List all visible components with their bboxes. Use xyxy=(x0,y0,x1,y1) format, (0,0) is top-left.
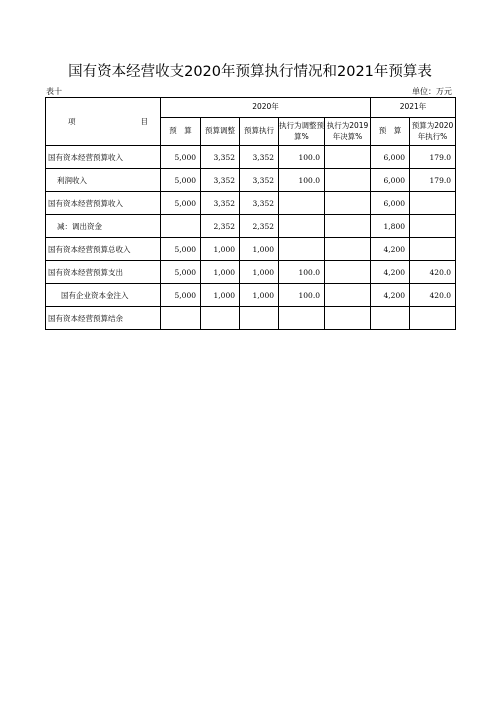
row-label: 国有资本经营预算结余 xyxy=(46,307,161,330)
cell xyxy=(325,192,371,215)
cell: 5,000 xyxy=(161,238,201,261)
table-row xyxy=(46,261,456,284)
cell: 2,352 xyxy=(240,215,279,238)
col-header: 预 算 xyxy=(161,118,201,146)
cell: 5,000 xyxy=(161,284,201,307)
cell: 100.0 xyxy=(279,284,325,307)
cell: 6,000 xyxy=(371,169,410,192)
table-row xyxy=(46,307,456,330)
cell: 179.0 xyxy=(410,169,456,192)
cell xyxy=(410,307,456,330)
cell: 1,000 xyxy=(201,238,240,261)
cell xyxy=(201,307,240,330)
cell: 100.0 xyxy=(279,169,325,192)
cell: 1,800 xyxy=(371,215,410,238)
cell xyxy=(410,215,456,238)
cell: 420.0 xyxy=(410,261,456,284)
cell: 3,352 xyxy=(240,192,279,215)
col-header: 预算执行 xyxy=(240,118,279,146)
row-label: 减：调出资金 xyxy=(46,215,161,238)
item-header-left: 项 xyxy=(68,117,76,126)
cell: 1,000 xyxy=(240,238,279,261)
header-row-groups xyxy=(46,98,456,118)
table-row xyxy=(46,146,456,169)
cell: 420.0 xyxy=(410,284,456,307)
cell: 100.0 xyxy=(279,261,325,284)
cell xyxy=(325,169,371,192)
cell: 3,352 xyxy=(201,146,240,169)
row-label: 国有资本经营预算收入 xyxy=(46,192,161,215)
cell xyxy=(410,238,456,261)
cell: 100.0 xyxy=(279,146,325,169)
cell: 3,352 xyxy=(240,146,279,169)
page-title: 国有资本经营收支2020年预算执行情况和2021年预算表 xyxy=(68,64,432,80)
cell: 3,352 xyxy=(240,169,279,192)
table-number: 表十 xyxy=(46,87,62,96)
cell: 5,000 xyxy=(161,192,201,215)
cell: 1,000 xyxy=(201,284,240,307)
unit-label: 单位：万元 xyxy=(412,87,452,96)
cell xyxy=(410,192,456,215)
col-header: 执行为调整预算% xyxy=(279,118,325,146)
cell: 3,352 xyxy=(201,169,240,192)
row-label: 国有资本经营预算支出 xyxy=(46,261,161,284)
cell: 6,000 xyxy=(371,192,410,215)
item-header-right: 目 xyxy=(140,117,148,126)
table-row xyxy=(46,238,456,261)
cell xyxy=(279,192,325,215)
group-header-2021: 2021年 xyxy=(371,98,456,118)
item-column-header xyxy=(46,98,161,146)
cell xyxy=(161,307,201,330)
cell: 4,200 xyxy=(371,238,410,261)
cell: 4,200 xyxy=(371,284,410,307)
cell: 1,000 xyxy=(240,284,279,307)
group-header-2020: 2020年 xyxy=(161,98,371,118)
cell: 1,000 xyxy=(240,261,279,284)
cell: 5,000 xyxy=(161,261,201,284)
cell xyxy=(279,215,325,238)
budget-table xyxy=(45,97,456,330)
col-header: 执行为2019年决算% xyxy=(325,118,371,146)
cell xyxy=(325,146,371,169)
row-label: 国有资本经营预算收入 xyxy=(46,146,161,169)
row-label: 利润收入 xyxy=(46,169,161,192)
cell xyxy=(325,238,371,261)
cell xyxy=(325,307,371,330)
cell: 4,200 xyxy=(371,261,410,284)
cell: 179.0 xyxy=(410,146,456,169)
table-row xyxy=(46,215,456,238)
col-header: 预 算 xyxy=(371,118,410,146)
cell xyxy=(325,261,371,284)
cell: 2,352 xyxy=(201,215,240,238)
cell xyxy=(325,215,371,238)
cell xyxy=(161,215,201,238)
cell: 5,000 xyxy=(161,146,201,169)
cell: 1,000 xyxy=(201,261,240,284)
col-header: 预算调整 xyxy=(201,118,240,146)
table-row xyxy=(46,284,456,307)
table-row xyxy=(46,169,456,192)
cell xyxy=(371,307,410,330)
cell xyxy=(279,238,325,261)
cell: 6,000 xyxy=(371,146,410,169)
cell: 5,000 xyxy=(161,169,201,192)
cell xyxy=(240,307,279,330)
row-label: 国有企业资本金注入 xyxy=(46,284,161,307)
row-label: 国有资本经营预算总收入 xyxy=(46,238,161,261)
cell xyxy=(279,307,325,330)
table-row xyxy=(46,192,456,215)
cell xyxy=(325,284,371,307)
col-header: 预算为2020年执行% xyxy=(410,118,456,146)
cell: 3,352 xyxy=(201,192,240,215)
